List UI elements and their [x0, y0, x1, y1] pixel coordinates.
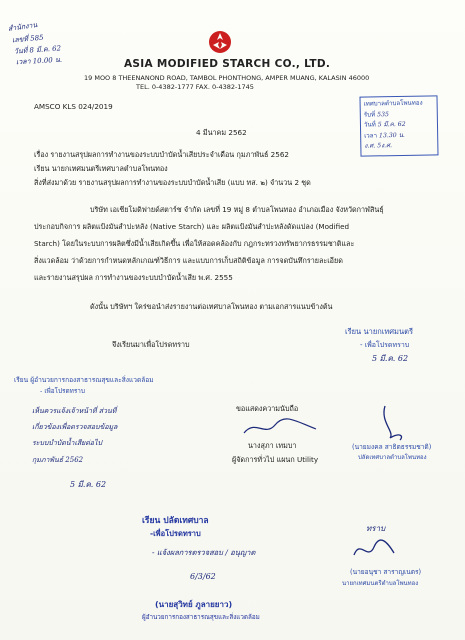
- left-note-signature-date: 5 มี.ค. 62: [70, 480, 107, 489]
- right-stamp-head: เรียน นายกเทศมนตรี: [345, 327, 414, 336]
- signer-signature: [240, 415, 320, 439]
- right-official-name: (นายมงคล สาธิตธรรมชาติ): [352, 443, 432, 451]
- body-line-3: Starch) โดยในระบบการผลิตซึ่งมีน้ำเสียเกิดขึ้น เพื่อให้สอดคล้องกับ กฎกระทรวงทรัพยากรธรรมชาติและ: [34, 239, 355, 248]
- company-address: 19 MOO 8 THEENANOND ROAD, TAMBOL PHONTHONG, AMPER MUANG, KALASIN 46000: [84, 74, 370, 82]
- left-note-line3: ระบบบำบัดน้ำเสียต่อไป: [32, 439, 102, 447]
- doc-closing: ดังนั้น บริษัทฯ ใคร่ขอนำส่งรายงานต่อเทศบาลโพนทอง ตามเอกสารแนบข้างต้น: [90, 302, 333, 311]
- corner-note-line2: เลขที่ 585: [11, 33, 44, 45]
- left-stamp-sub: - เพื่อโปรดทราบ: [40, 387, 85, 395]
- receipt-stamp: [359, 95, 438, 156]
- deputy-signature: [370, 402, 410, 442]
- doc-regards: ขอแสดงความนับถือ: [236, 404, 299, 413]
- right-handwritten-date: 5 มี.ค. 62: [372, 354, 409, 363]
- doc-date: 4 มีนาคม 2562: [196, 128, 247, 137]
- receipt-date-label: วันที่: [363, 121, 376, 129]
- body-line-1: บริษัท เอเชียโมดิฟายด์สตาร์ช จำกัด เลขที่ 19 หมู่ 8 ตำบลโพนทอง อำเภอเมือง จังหวัดกาฬสินธุ์: [90, 205, 384, 214]
- mayor-name: (นายอนุชา สาราญเนตร): [350, 568, 422, 576]
- receipt-number-value: 535: [377, 110, 389, 118]
- mayor-note: ทราบ: [366, 524, 386, 533]
- left-note-line2: เกี่ยวข้องเพื่อตรวจสอบข้อมูล: [32, 423, 118, 431]
- bottom-stamp-sub: -เพื่อโปรดทราบ: [150, 529, 201, 538]
- corner-note-line1: สำนักงาน: [7, 20, 38, 34]
- left-note-date: กุมภาพันธ์ 2562: [32, 456, 84, 464]
- doc-recipient: เรียน นายกเทศมนตรีเทศบาลตำบลโพนทอง: [34, 164, 168, 173]
- bottom-official-name: (นายสุวิทย์ ภูลายยาว): [155, 600, 233, 609]
- doc-attachment: สิ่งที่ส่งมาด้วย รายงานสรุปผลการทำงานของระบบบำบัดน้ำเสีย (แบบ ทส. ๒) จำนวน 2 ชุด: [34, 178, 311, 187]
- company-phone: TEL. 0-4382-1777 FAX. 0-4382-1745: [136, 83, 254, 91]
- bottom-official-title: ผู้อำนวยการกองสาธารณสุขและสิ่งแวดล้อม: [142, 614, 260, 621]
- receipt-stamp-title: เทศบาลตำบลโพนทอง: [363, 99, 423, 108]
- right-official-title: ปลัดเทศบาลตำบลโพนทอง: [358, 454, 427, 461]
- bottom-handwritten-date: 6/3/62: [190, 572, 216, 581]
- receipt-number-label: รับที่: [363, 110, 376, 119]
- body-line-5: และรายงานสรุปผล การทำงานของระบบบำบัดน้ำเสีย พ.ศ. 2555: [34, 273, 233, 282]
- body-line-2: ประกอบกิจการ ผลิตแป้งมันสำปะหลัง (Native Starch) และ ผลิตแป้งมันสำปะหลังดัดแปลง (Modified: [34, 222, 350, 231]
- receipt-date-value: 5 มี.ค. 62: [377, 120, 406, 129]
- signer-title: ผู้จัดการทั่วไป แผนก Utility: [232, 455, 319, 464]
- left-stamp-head: เรียน ผู้อำนวยการกองสาธารณสุขและสิ่งแวดล้อม: [14, 376, 154, 384]
- corner-note-line3: วันที่ 8 มี.ค. 62: [13, 44, 62, 56]
- receipt-time-label: เวลา: [364, 131, 378, 140]
- bottom-note: - แจ้งผลการตรวจสอบ / อนุญาต: [152, 548, 256, 557]
- left-note-line1: เห็นควรแจ้งเจ้าหน้าที่ ส่วนที่: [32, 407, 117, 415]
- bottom-stamp-head: เรียน ปลัดเทศบาล: [142, 516, 209, 526]
- mayor-title: นายกเทศมนตรีตำบลโพนทอง: [342, 580, 419, 587]
- doc-reference: AMSCO KLS 024/2019: [34, 102, 113, 111]
- doc-subject: เรื่อง รายงานสรุปผลการทำงานของระบบบำบัดน้ำเสียประจำเดือน กุมภาพันธ์ 2562: [34, 150, 289, 159]
- receipt-time-value: 13.30 น.: [378, 131, 405, 139]
- doc-inform: จึงเรียนมาเพื่อโปรดทราบ: [112, 340, 190, 349]
- body-line-4: สิ่งแวดล้อม ว่าด้วยการกำหนดหลักเกณฑ์วิธีการ และแบบการเก็บสถิติข้อมูล การจดบันทึกรายละเอียด: [34, 256, 343, 265]
- company-name: ASIA MODIFIED STARCH CO., LTD.: [124, 58, 331, 70]
- receipt-note-value: ง.ศ. 5ง.ศ.: [364, 142, 393, 150]
- signer-name: นางสุภา เทมบา: [248, 441, 297, 450]
- right-stamp-sub: - เพื่อโปรดทราบ: [360, 341, 410, 349]
- mayor-signature: [348, 535, 398, 563]
- company-logo: [208, 30, 232, 54]
- corner-note-line4: เวลา 10.00 น.: [15, 55, 63, 67]
